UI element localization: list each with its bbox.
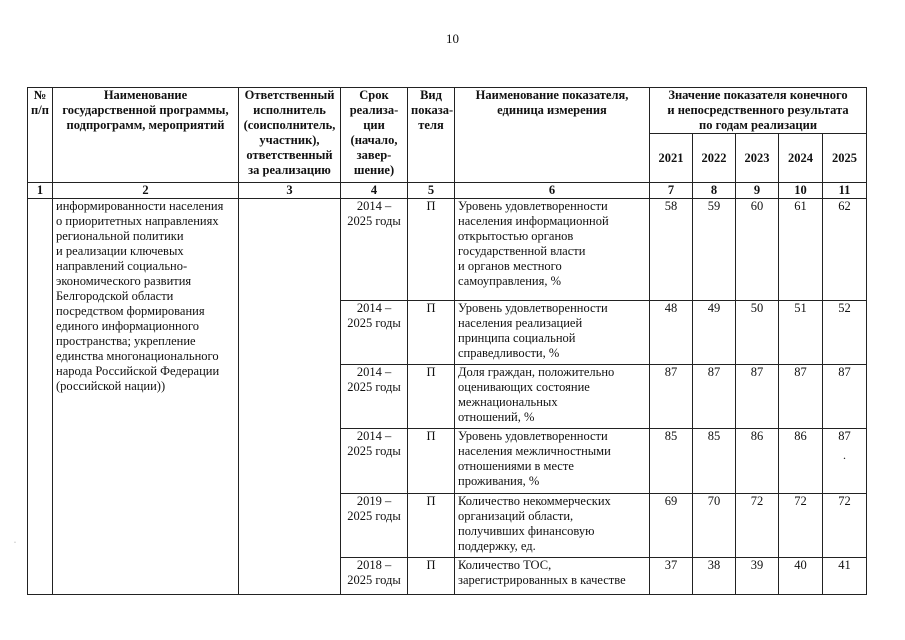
scan-mark: · [14, 540, 16, 546]
header-year: 2024 [779, 134, 823, 183]
column-number: 8 [693, 183, 736, 199]
cell-period: 2018 – 2025 годы [341, 558, 408, 595]
cell-number [28, 199, 53, 595]
cell-value: 87 [838, 429, 851, 443]
cell-type: П [408, 429, 455, 494]
header-indicator-type: Вид показа- теля [408, 88, 455, 183]
header-values: Значение показателя конечного и непосредственного результата по годам реализации [650, 88, 867, 134]
cell-period: 2014 – 2025 годы [341, 301, 408, 365]
cell-value: 72 [736, 494, 779, 558]
cell-type: П [408, 199, 455, 301]
cell-value: 48 [650, 301, 693, 365]
table-row [28, 199, 867, 301]
column-number: 11 [823, 183, 867, 199]
header-row [28, 88, 867, 134]
cell-value: 72 [823, 494, 867, 558]
program-table [27, 87, 867, 595]
cell-type: П [408, 494, 455, 558]
cell-value-with-mark [823, 429, 867, 494]
cell-indicator: Доля граждан, положительно оценивающих состояние межнациональных отношений, % [455, 365, 650, 429]
page-number: 10 [446, 31, 459, 46]
cell-value: 40 [779, 558, 823, 595]
cell-value: 61 [779, 199, 823, 301]
cell-value: 85 [693, 429, 736, 494]
header-year: 2021 [650, 134, 693, 183]
column-number-row [28, 183, 867, 199]
cell-value: 58 [650, 199, 693, 301]
cell-value: 87 [823, 365, 867, 429]
cell-value: 69 [650, 494, 693, 558]
cell-value: 38 [693, 558, 736, 595]
cell-indicator: Количество ТОС, зарегистрированных в качестве [455, 558, 650, 595]
header-year: 2023 [736, 134, 779, 183]
column-number: 7 [650, 183, 693, 199]
cell-value: 37 [650, 558, 693, 595]
cell-value: 50 [736, 301, 779, 365]
column-number: 10 [779, 183, 823, 199]
cell-indicator: Уровень удовлетворенности населения информационной открытостью органов государственной власти и органов местного самоуправления, % [455, 199, 650, 301]
cell-value: 86 [779, 429, 823, 494]
cell-value: 59 [693, 199, 736, 301]
cell-value: 39 [736, 558, 779, 595]
cell-value: 72 [779, 494, 823, 558]
header-year: 2022 [693, 134, 736, 183]
cell-value: 62 [823, 199, 867, 301]
column-number: 2 [53, 183, 239, 199]
column-number: 4 [341, 183, 408, 199]
cell-value: 86 [736, 429, 779, 494]
cell-type: П [408, 301, 455, 365]
column-number: 1 [28, 183, 53, 199]
cell-value: 87 [779, 365, 823, 429]
column-number: 5 [408, 183, 455, 199]
cell-value: 87 [736, 365, 779, 429]
cell-program-text: информированности населения о приоритетных направлениях региональной политики и реализации ключевых направлений социально- экономического развития Белгородской области посредством формирования единого информационного пространства; укрепление единства многонационального народа Российской Федерации (российской нации)) [53, 199, 239, 595]
column-number: 3 [239, 183, 341, 199]
header-period: Срок реализа- ции (начало, завер- шение) [341, 88, 408, 183]
header-program-name: Наименование государственной программы, подпрограмм, мероприятий [53, 88, 239, 183]
cell-value: 41 [823, 558, 867, 595]
cell-type: П [408, 558, 455, 595]
header-indicator-name: Наименование показателя, единица измерения [455, 88, 650, 183]
cell-period: 2019 – 2025 годы [341, 494, 408, 558]
cell-period: 2014 – 2025 годы [341, 365, 408, 429]
cell-value: 70 [693, 494, 736, 558]
cell-value: 87 [693, 365, 736, 429]
cell-indicator: Уровень удовлетворенности населения реализацией принципа социальной справедливости, % [455, 301, 650, 365]
cell-period: 2014 – 2025 годы [341, 429, 408, 494]
cell-responsible [239, 199, 341, 595]
cell-value: 51 [779, 301, 823, 365]
header-year: 2025 [823, 134, 867, 183]
cell-value: 52 [823, 301, 867, 365]
scan-mark: · [842, 451, 847, 465]
cell-value: 60 [736, 199, 779, 301]
cell-type: П [408, 365, 455, 429]
cell-indicator: Количество некоммерческих организаций области, получивших финансовую поддержку, ед. [455, 494, 650, 558]
column-number: 6 [455, 183, 650, 199]
header-responsible: Ответственный исполнитель (соисполнитель, участник), ответственный за реализацию [239, 88, 341, 183]
cell-value: 87 [650, 365, 693, 429]
cell-value: 49 [693, 301, 736, 365]
cell-value: 85 [650, 429, 693, 494]
cell-period: 2014 – 2025 годы [341, 199, 408, 301]
cell-indicator: Уровень удовлетворенности населения межличностными отношениями в месте проживания, % [455, 429, 650, 494]
column-number: 9 [736, 183, 779, 199]
header-number: № п/п [28, 88, 53, 183]
